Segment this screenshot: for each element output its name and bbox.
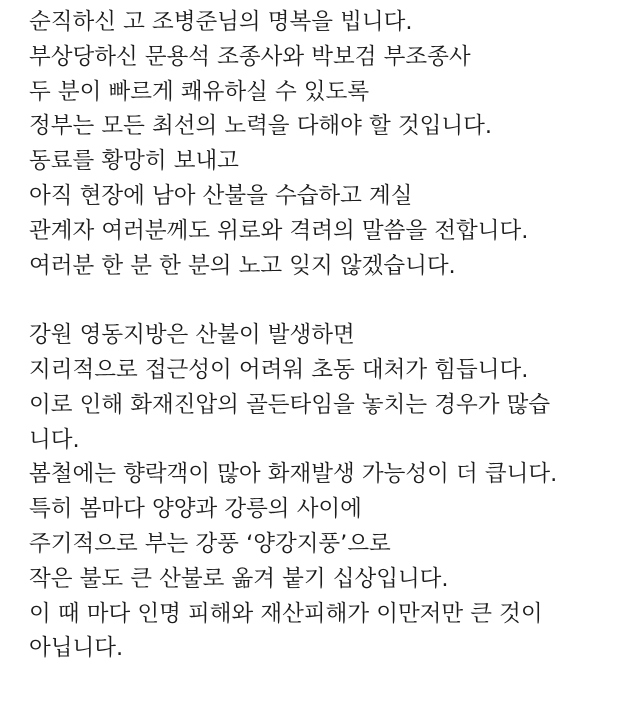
paragraph-condolence bbox=[29, 5, 640, 283]
text-line: 부상당하신 문용석 조종사와 박보검 부조종사 bbox=[29, 43, 471, 70]
text-line: 순직하신 고 조병준님의 명복을 빕니다. bbox=[29, 9, 413, 35]
text-line: 주기적으로 부는 강풍 ‘양강지풍’으로 bbox=[29, 530, 391, 557]
text-line: 아직 현장에 남아 산불을 수습하고 계실 bbox=[29, 182, 413, 209]
text-line: 정부는 모든 최선의 노력을 다해야 할 것입니다. bbox=[29, 113, 493, 140]
text-line: 봄철에는 향락객이 많아 화재발생 가능성이 더 큽니다. bbox=[29, 461, 558, 488]
text-line: 이로 인해 화재진압의 골든타임을 놓치는 경우가 많습 bbox=[29, 391, 551, 418]
paragraph-wildfire-context bbox=[29, 318, 640, 666]
text-line: 동료를 황망히 보내고 bbox=[29, 148, 239, 175]
text-line: 관계자 여러분께도 위로와 격려의 말씀을 전합니다. bbox=[29, 217, 529, 244]
text-line: 여러분 한 분 한 분의 노고 잊지 않겠습니다. bbox=[29, 252, 456, 279]
text-line: 지리적으로 접근성이 어려워 초동 대처가 힘듭니다. bbox=[29, 356, 529, 383]
text-line: 아닙니다. bbox=[29, 635, 124, 662]
text-line: 두 분이 빠르게 쾌유하실 수 있도록 bbox=[29, 78, 370, 105]
text-line: 특히 봄마다 양양과 강릉의 사이에 bbox=[29, 496, 362, 523]
text-line: 니다. bbox=[29, 426, 80, 453]
text-line: 작은 불도 큰 산불로 옮겨 붙기 십상입니다. bbox=[29, 565, 449, 592]
text-line: 이 때 마다 인명 피해와 재산피해가 이만저만 큰 것이 bbox=[29, 600, 543, 627]
text-line: 강원 영동지방은 산불이 발생하면 bbox=[29, 322, 355, 349]
